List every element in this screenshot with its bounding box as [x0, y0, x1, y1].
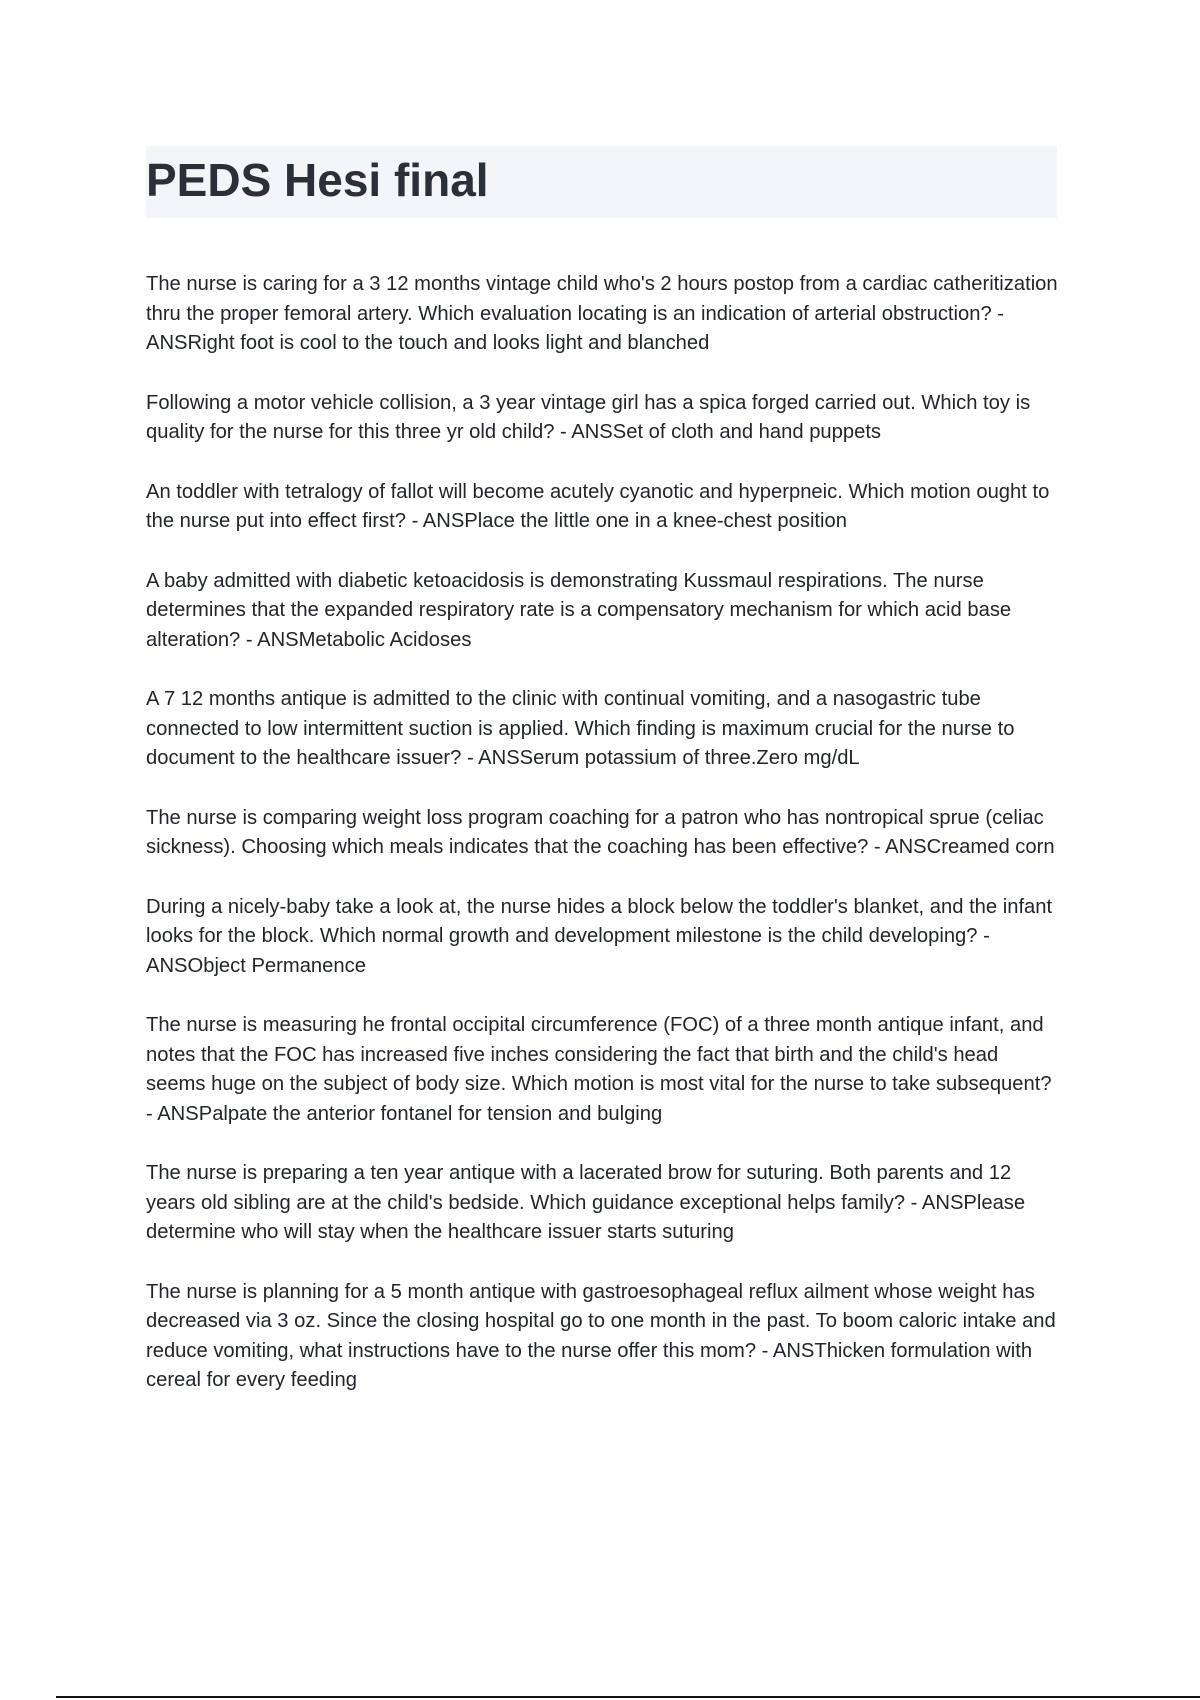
qa-item: The nurse is comparing weight loss program coaching for a patron who has nontropical sprue (celiac sickness). Choosing which meals indicates that the coaching has been effective? - ANSCreamed corn: [146, 806, 1055, 858]
qa-item: The nurse is planning for a 5 month antique with gastroesophageal reflux ailment whose weight has decreased via 3 oz. Since the closing hospital go to one month in the past. To boom caloric intake and reduce vomiting, what instructions have to the nurse offer this mom? - ANSThicken formulation with cereal for every feeding: [146, 1280, 1056, 1391]
qa-item: The nurse is preparing a ten year antique with a lacerated brow for suturing. Both parents and 12 years old sibling are at the child's bedside. Which guidance exceptional helps family? - ANSPlease determine who will stay when the healthcare issuer starts suturing: [146, 1162, 1026, 1243]
question-list: [146, 270, 1061, 1426]
document-title: PEDS Hesi final: [146, 154, 489, 206]
qa-item: A 7 12 months antique is admitted to the clinic with continual vomiting, and a nasogastric tube connected to low intermittent suction is applied. Which finding is maximum crucial for the nurse to document to the healthcare issuer? - ANSSerum potassium of three.Zero mg/dL: [146, 688, 1015, 769]
qa-item: An toddler with tetralogy of fallot will become acutely cyanotic and hyperpneic. Which motion ought to the nurse put into effect first? - ANSPlace the little one in a knee-chest position: [146, 480, 1050, 532]
title-banner: [146, 146, 1057, 218]
bottom-divider: [56, 1696, 1200, 1698]
qa-item: The nurse is measuring he frontal occipital circumference (FOC) of a three month antique infant, and notes that the FOC has increased five inches considering the fact that birth and the child's head seems huge on the subject of body size. Which motion is most vital for the nurse to take subsequent? - ANSPalpate the anterior fontanel for tension and bulging: [146, 1014, 1052, 1125]
qa-item: A baby admitted with diabetic ketoacidosis is demonstrating Kussmaul respirations. The nurse determines that the expanded respiratory rate is a compensatory mechanism for which acid base alteration? - ANSMetabolic Acidoses: [146, 569, 1012, 651]
qa-item: During a nicely-baby take a look at, the nurse hides a block below the toddler's blanket, and the infant looks for the block. Which normal growth and development milestone is the child developing? - ANSObject Permanence: [146, 895, 1053, 977]
qa-item: The nurse is caring for a 3 12 months vintage child who's 2 hours postop from a cardiac catheritization thru the proper femoral artery. Which evaluation locating is an indication of arterial obstruction? - ANSRight foot is cool to the touch and looks light and blanched: [146, 273, 1058, 354]
qa-item: Following a motor vehicle collision, a 3 year vintage girl has a spica forged carried out. Which toy is quality for the nurse for this three yr old child? - ANSSet of cloth and hand puppets: [146, 391, 1031, 443]
